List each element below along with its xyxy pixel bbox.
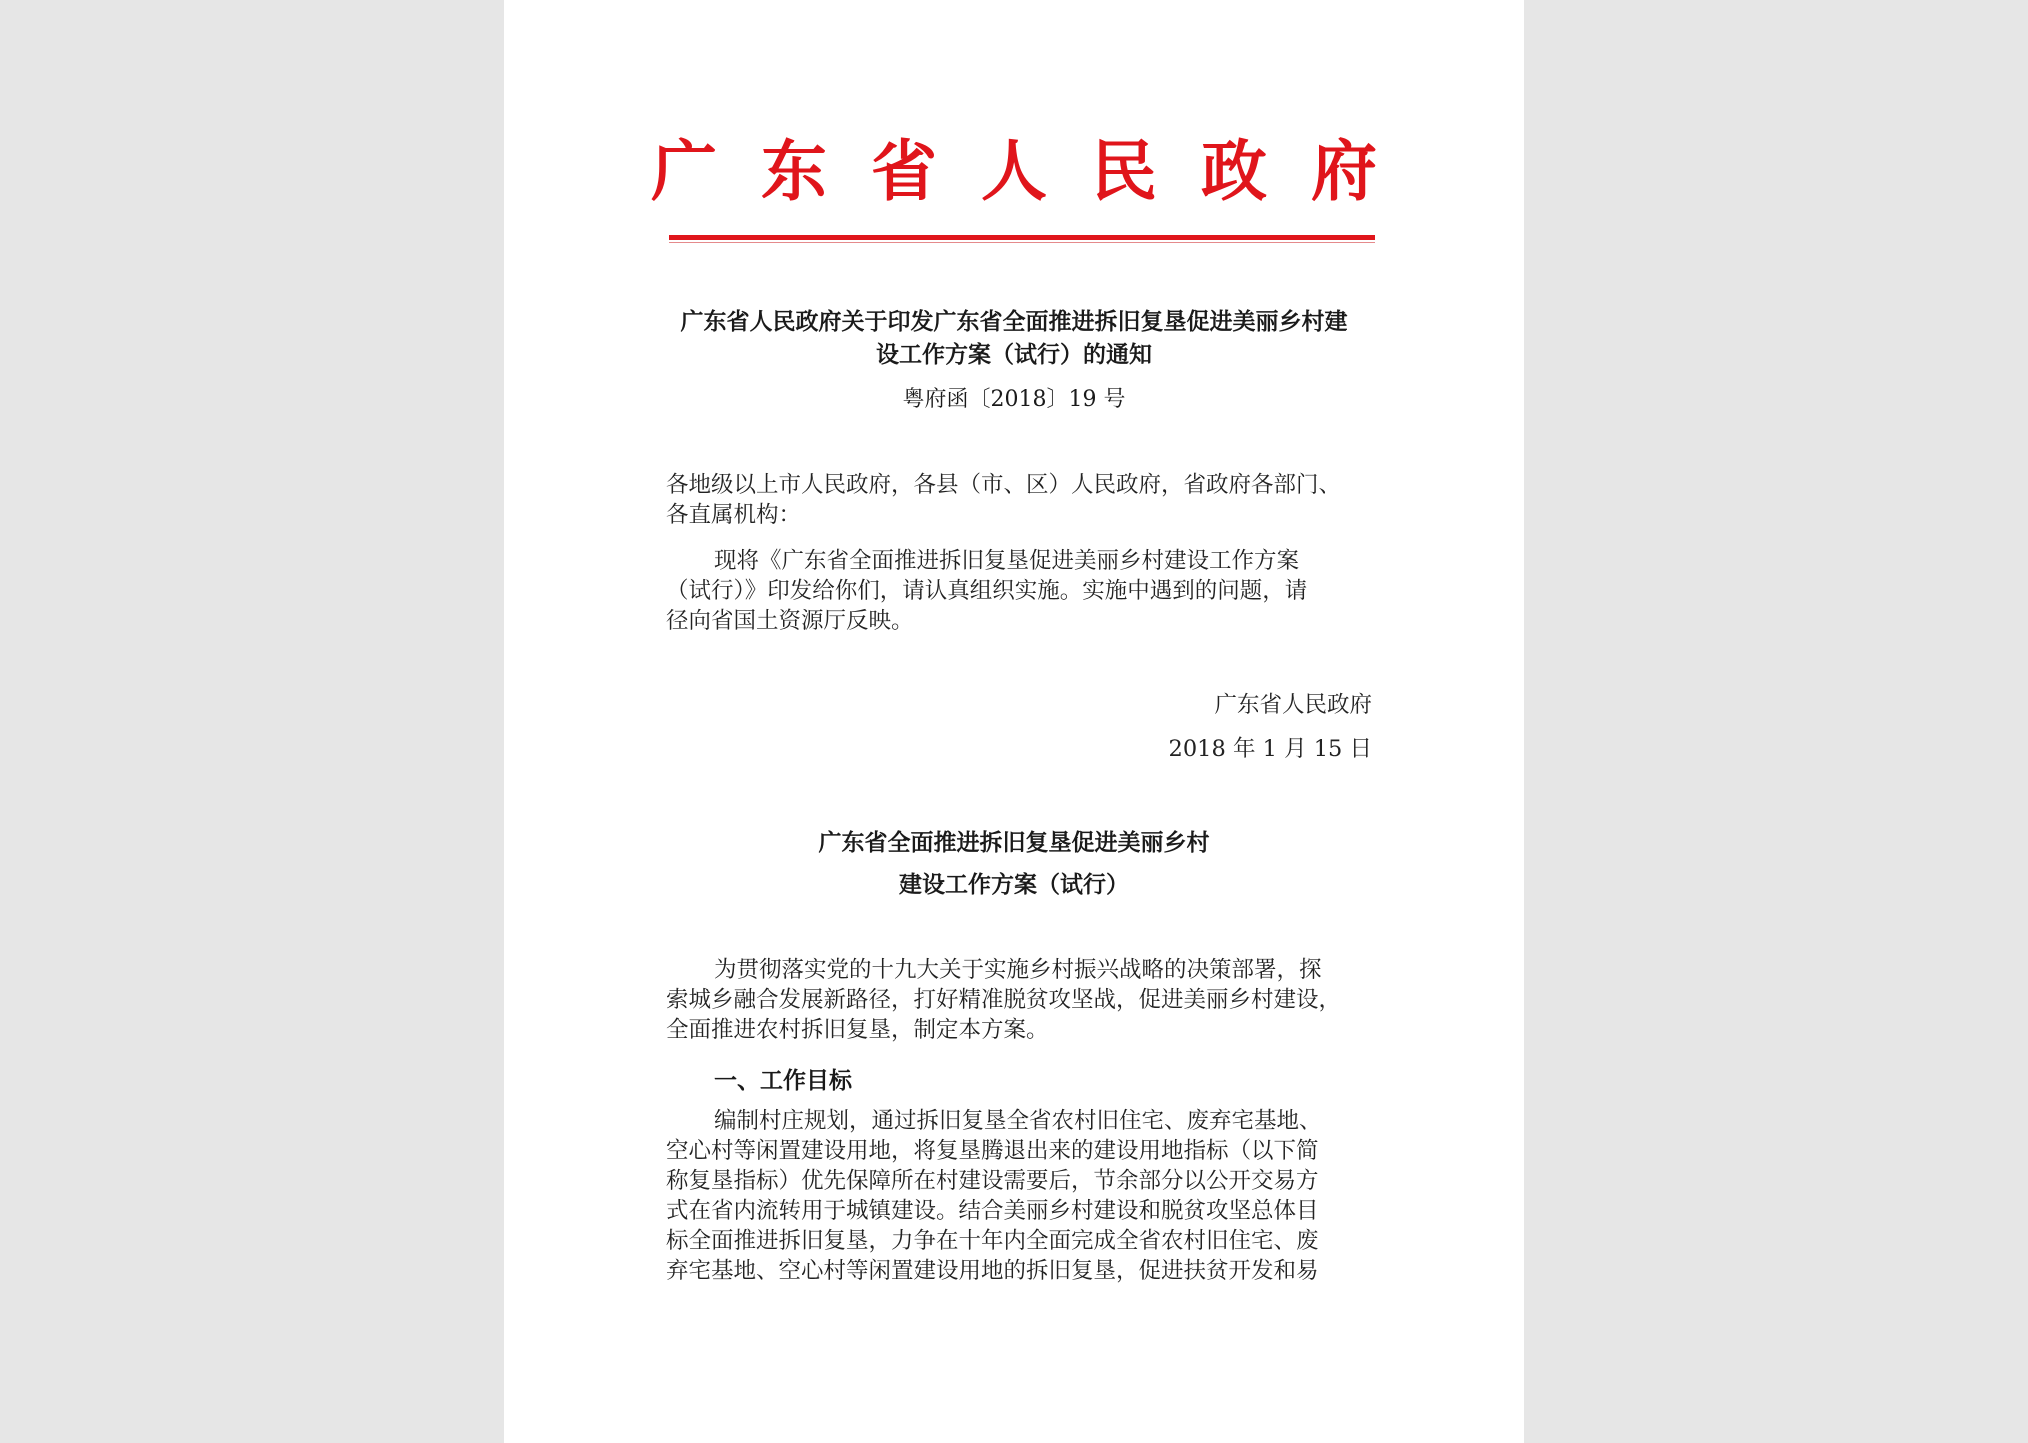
notice-title-line-1: 广东省人民政府关于印发广东省全面推进拆旧复垦促进美丽乡村建 [680, 309, 1348, 335]
notice-title-line-2: 设工作方案（试行）的通知 [876, 342, 1152, 368]
section1-line-1: 编制村庄规划，通过拆旧复垦全省农村旧住宅、废弃宅基地、 [714, 1108, 1322, 1134]
section1-line-6: 弃宅基地、空心村等闲置建设用地的拆旧复垦，促进扶贫开发和易 [666, 1258, 1319, 1284]
section1-line-2: 空心村等闲置建设用地，将复垦腾退出来的建设用地指标（以下简 [666, 1138, 1319, 1164]
signature: 广东省人民政府 [1214, 692, 1372, 718]
addressee-line-2: 各直属机构： [666, 502, 802, 528]
notice-body-line-2: （试行）》印发给你们，请认真组织实施。实施中遇到的问题，请 [666, 578, 1308, 604]
section1-line-5: 标全面推进拆旧复垦，力争在十年内全面完成全省农村旧住宅、废 [666, 1228, 1319, 1254]
plan-intro-line-1: 为贯彻落实党的十九大关于实施乡村振兴战略的决策部署，探 [714, 957, 1322, 983]
section1-line-4: 式在省内流转用于城镇建设。结合美丽乡村建设和脱贫攻坚总体目 [666, 1198, 1319, 1224]
header-red-rule [669, 235, 1375, 240]
section1-line-3: 称复垦指标）优先保障所在村建设需要后，节余部分以公开交易方 [666, 1168, 1319, 1194]
doc-number: 粤府函〔2018〕19 号 [902, 387, 1126, 412]
section-heading-1: 一、工作目标 [714, 1068, 852, 1094]
plan-intro-line-3: 全面推进农村拆旧复垦，制定本方案。 [666, 1017, 1049, 1043]
notice-body-line-1: 现将《广东省全面推进拆旧复垦促进美丽乡村建设工作方案 [714, 548, 1300, 574]
agency-header: 广东省人民政府 [651, 133, 1421, 210]
plan-title-line-1: 广东省全面推进拆旧复垦促进美丽乡村 [818, 830, 1210, 856]
plan-intro-line-2: 索城乡融合发展新路径，打好精准脱贫攻坚战，促进美丽乡村建设， [666, 987, 1342, 1013]
plan-title-line-2: 建设工作方案（试行） [899, 872, 1129, 898]
header-red-rule-thin [669, 242, 1375, 243]
notice-body-line-3: 径向省国土资源厅反映。 [666, 608, 914, 634]
document-page [504, 0, 1524, 1443]
addressee-line-1: 各地级以上市人民政府，各县（市、区）人民政府，省政府各部门、 [666, 472, 1342, 498]
signature-date: 2018 年 1 月 15 日 [1168, 736, 1372, 762]
